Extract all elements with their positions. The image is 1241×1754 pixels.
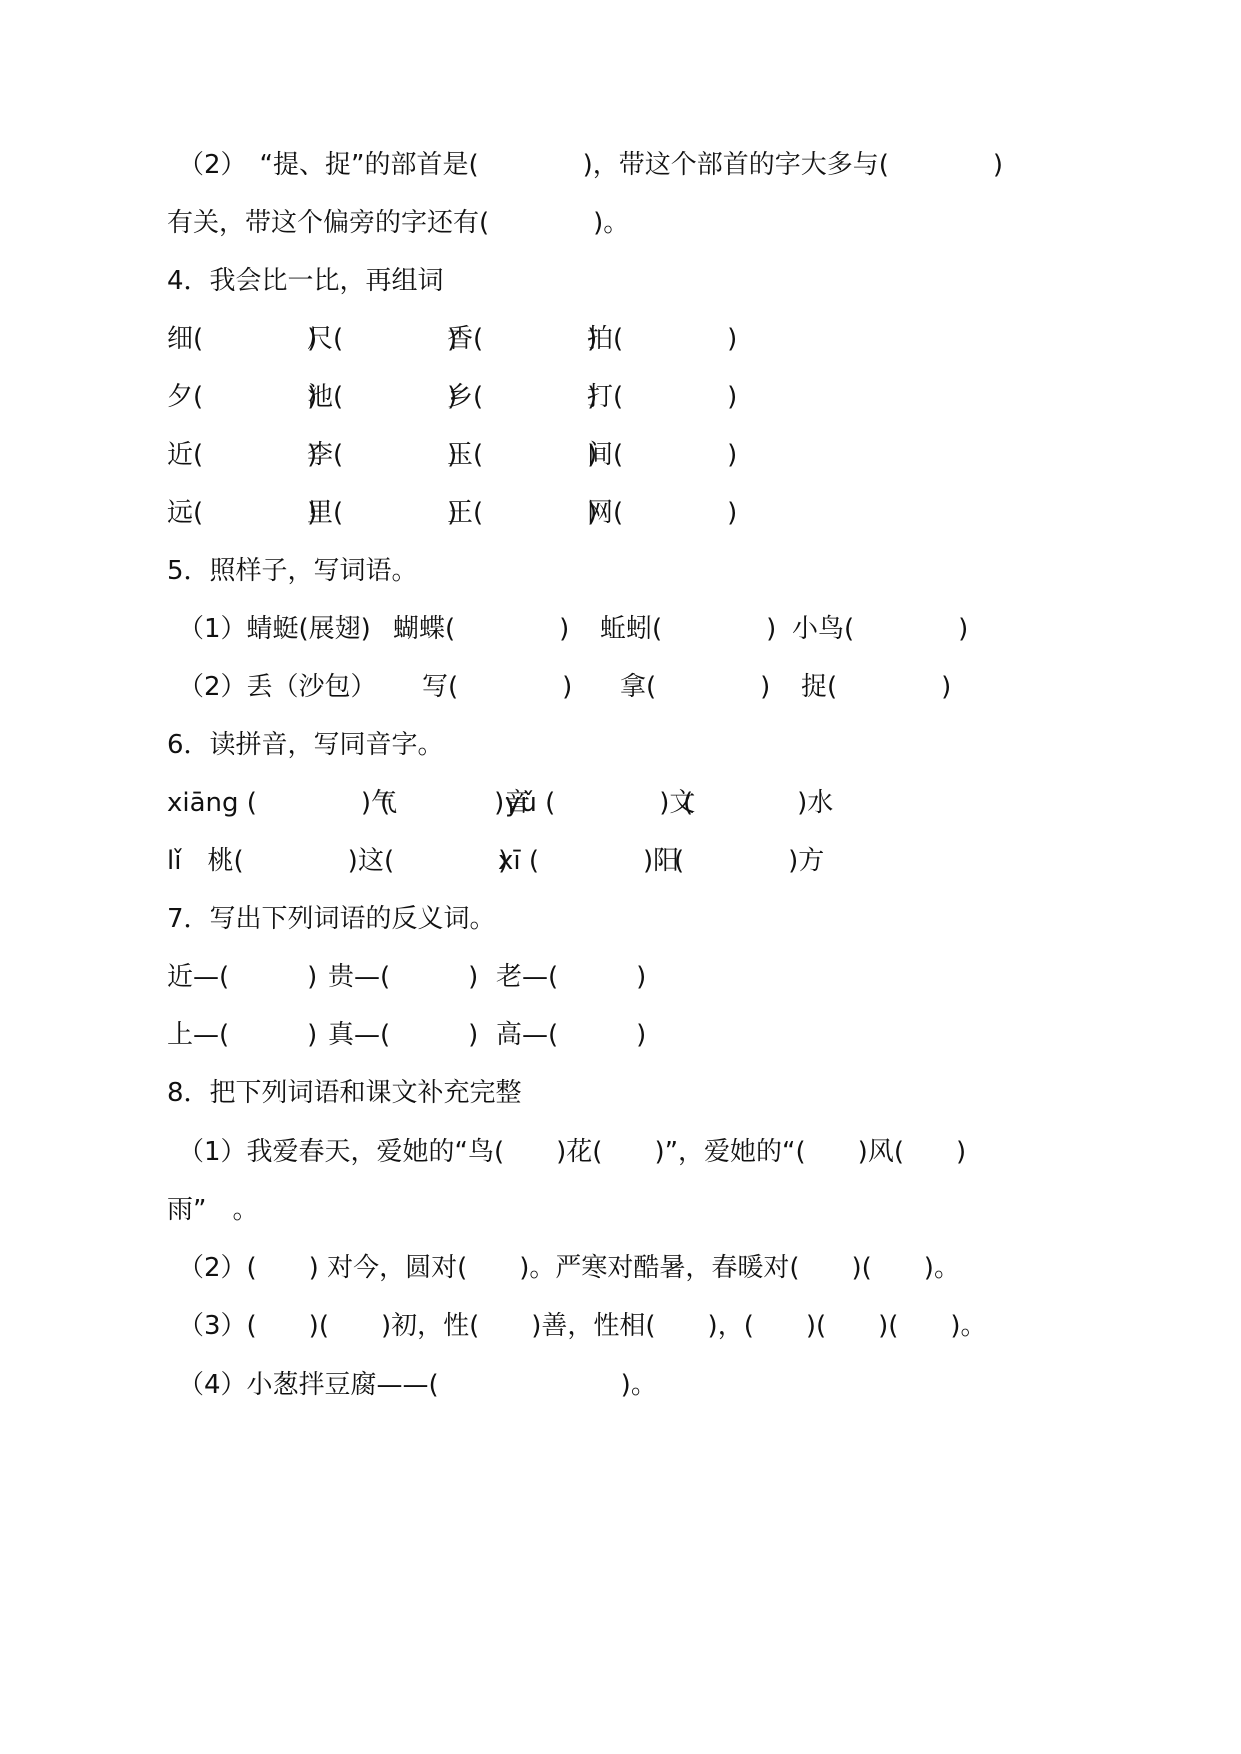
q3-2-text: （2） “提、捉”的部首是( )，带这个部首的字大多与( ) — [178, 150, 1004, 180]
word-item: 近( ) — [167, 440, 318, 470]
word-item: 远( ) — [167, 498, 318, 528]
word-item: 近—( ) — [167, 962, 318, 992]
word-item: 蝴蝶( ) — [393, 614, 570, 644]
question-title: 4．我会比一比，再组词 — [167, 266, 444, 296]
fill-sentence: （3）( )( )初，性( )善，性相( )，( )( )( )。 — [178, 1311, 987, 1341]
word-item: 玉( ) — [447, 440, 598, 470]
word-item: lǐ 桃( ) — [167, 846, 358, 876]
word-item: xī ( )阳 — [498, 846, 680, 876]
fill-sentence: （2）( ) 对今，圆对( )。严寒对酷暑，春暖对( )( )。 — [178, 1253, 960, 1283]
word-item: 写( ) — [422, 672, 573, 702]
word-item: 李( ) — [307, 440, 458, 470]
word-item: （2）丢（沙包） — [178, 672, 377, 702]
question-title: 5．照样子，写词语。 — [167, 556, 418, 586]
word-item: 香( ) — [447, 324, 598, 354]
word-item: 蚯蚓( ) — [600, 614, 777, 644]
word-item: 间( ) — [587, 440, 738, 470]
word-item: 拍( ) — [587, 324, 738, 354]
word-item: 池( ) — [307, 382, 458, 412]
word-item: 拿( ) — [620, 672, 771, 702]
word-item: 里( ) — [307, 498, 458, 528]
word-item: ( )方 — [674, 846, 825, 876]
word-item: 打( ) — [587, 382, 738, 412]
word-item: 老—( ) — [496, 962, 647, 992]
word-item: 网( ) — [587, 498, 738, 528]
fill-sentence-cont: 雨” 。 — [167, 1195, 259, 1225]
word-item: 真—( ) — [328, 1020, 479, 1050]
word-item: 捉( ) — [801, 672, 952, 702]
word-item: 王( ) — [447, 498, 598, 528]
question-title: 8．把下列词语和课文补充完整 — [167, 1078, 522, 1108]
word-item: ( )水 — [683, 788, 834, 818]
word-item: 乡( ) — [447, 382, 598, 412]
word-item: 细( ) — [167, 324, 318, 354]
fill-sentence: （1）我爱春天，爱她的“鸟( )花( )”，爱她的“( )风( ) — [178, 1137, 967, 1167]
word-item: 贵—( ) — [328, 962, 479, 992]
word-item: ( )音 — [380, 788, 531, 818]
word-item: xiāng ( )气 — [167, 788, 398, 818]
word-item: 尺( ) — [307, 324, 458, 354]
word-item: 高—( ) — [496, 1020, 647, 1050]
word-item: 小鸟( ) — [792, 614, 969, 644]
word-item: yǔ ( )文 — [505, 788, 696, 818]
q3-2-text-cont: 有关，带这个偏旁的字还有( )。 — [167, 208, 630, 238]
question-title: 6．读拼音，写同音字。 — [167, 730, 444, 760]
fill-sentence: （4）小葱拌豆腐——( )。 — [178, 1370, 657, 1400]
word-item: （1）蜻蜓(展翅) — [178, 614, 371, 644]
question-title: 7．写出下列词语的反义词。 — [167, 904, 496, 934]
word-item: 夕( ) — [167, 382, 318, 412]
word-item: 上—( ) — [167, 1020, 318, 1050]
word-item: 这( ) — [358, 846, 509, 876]
